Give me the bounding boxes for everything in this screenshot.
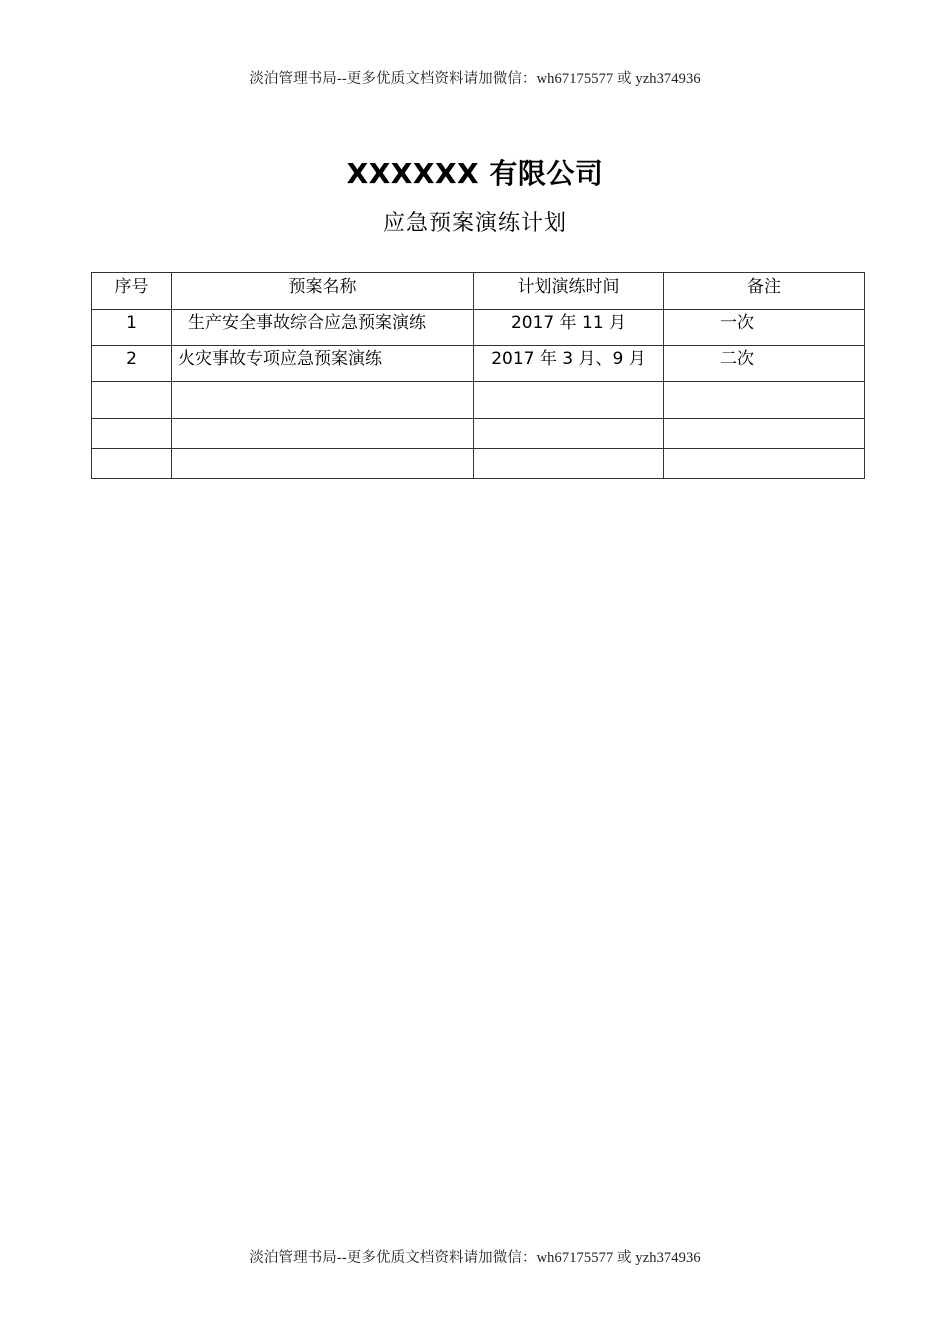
cell-number: 1 [92, 310, 172, 346]
empty-cell [474, 449, 664, 479]
table-row-empty [92, 449, 865, 479]
empty-cell [664, 419, 865, 449]
empty-cell [92, 382, 172, 419]
header-number: 序号 [92, 273, 172, 310]
empty-cell [474, 419, 664, 449]
cell-number: 2 [92, 346, 172, 382]
drill-plan-table [91, 272, 865, 479]
empty-cell [172, 382, 474, 419]
table-header-row [92, 273, 865, 310]
empty-cell [474, 382, 664, 419]
header-planned-time: 计划演练时间 [474, 273, 664, 310]
cell-plan-name: 火灾事故专项应急预案演练 [172, 346, 474, 382]
header-note: 淡泊管理书局--更多优质文档资料请加微信：wh67175577 或 yzh374936 [249, 71, 701, 87]
header-plan-name: 预案名称 [172, 273, 474, 310]
cell-remark: 一次 [664, 310, 865, 346]
table-row-empty [92, 419, 865, 449]
empty-cell [172, 419, 474, 449]
empty-cell [92, 449, 172, 479]
empty-cell [664, 449, 865, 479]
empty-cell [92, 419, 172, 449]
table-row [92, 310, 865, 346]
document-title: XXXXXX 有限公司 [346, 157, 604, 190]
empty-cell [664, 382, 865, 419]
footer-note: 淡泊管理书局--更多优质文档资料请加微信：wh67175577 或 yzh374936 [249, 1250, 701, 1266]
document-subtitle: 应急预案演练计划 [382, 211, 567, 236]
table-row-empty [92, 382, 865, 419]
table-row [92, 346, 865, 382]
cell-planned-time: 2017 年 11 月 [474, 310, 664, 346]
cell-remark: 二次 [664, 346, 865, 382]
cell-planned-time: 2017 年 3 月、9 月 [474, 346, 664, 382]
cell-plan-name: 生产安全事故综合应急预案演练 [172, 310, 474, 346]
empty-cell [172, 449, 474, 479]
header-remark: 备注 [664, 273, 865, 310]
